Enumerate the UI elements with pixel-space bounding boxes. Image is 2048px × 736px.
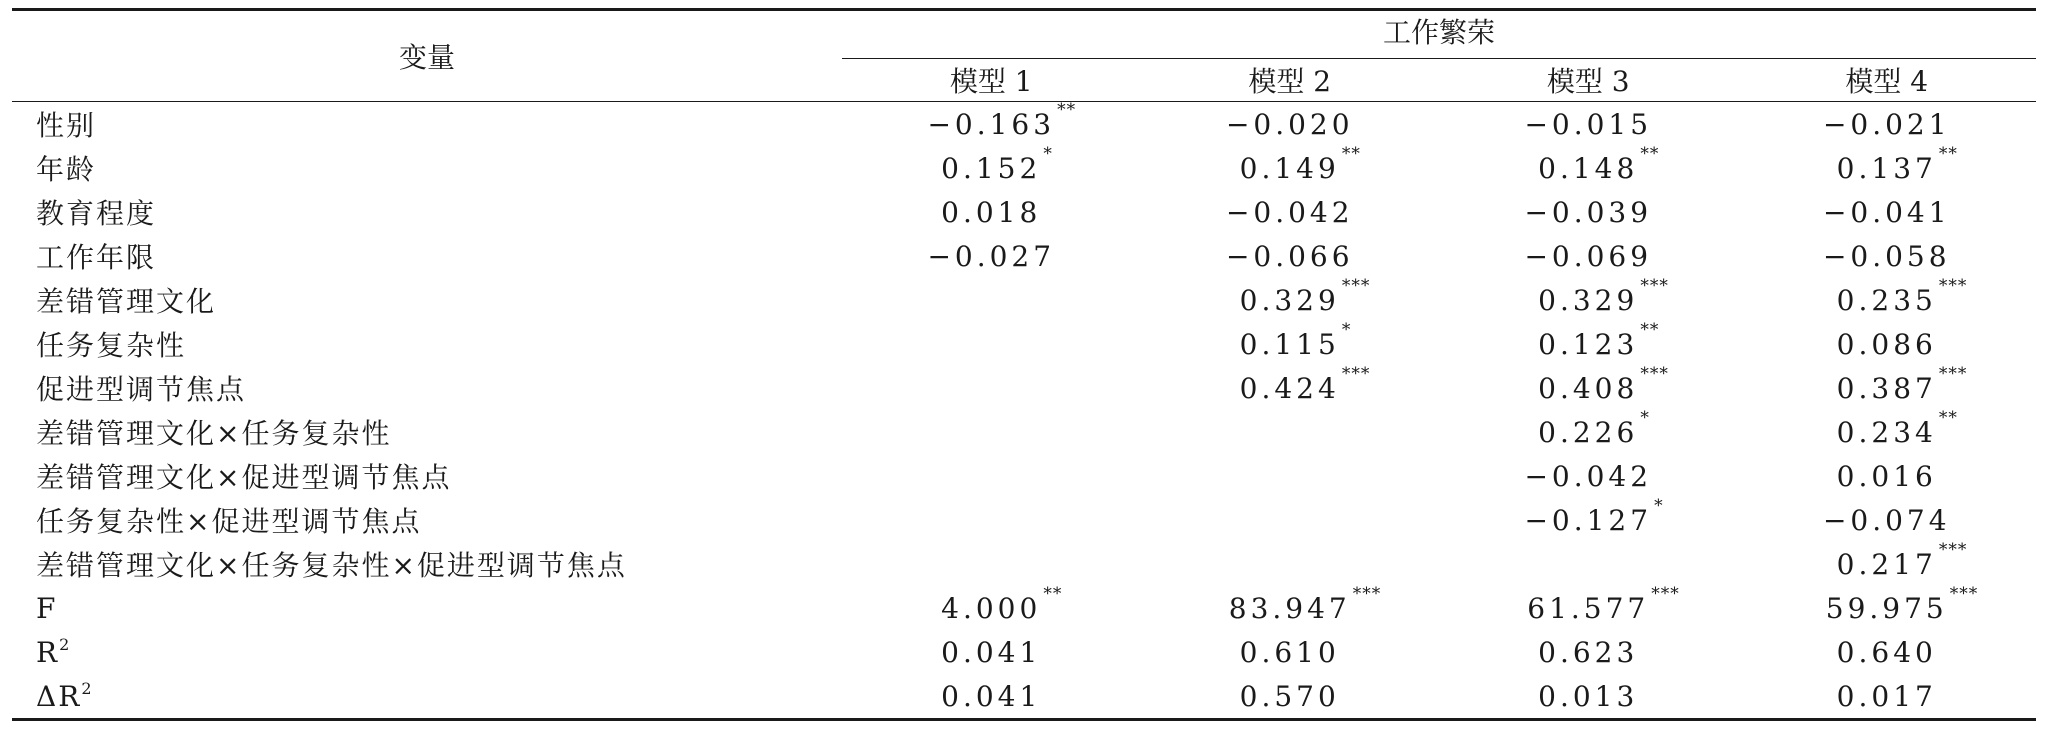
variable-name: [12, 630, 842, 674]
coefficient-cell: [1738, 539, 2037, 586]
variable-label: 任务复杂性: [36, 329, 187, 362]
coefficient-cell: [1141, 234, 1440, 278]
coefficient-value: 0.041: [941, 635, 1042, 669]
coefficient: [1836, 407, 1958, 449]
coefficient-value: 0.424: [1239, 371, 1340, 405]
header-model-1: 模型 1: [842, 59, 1141, 102]
coefficient-value: 0.329: [1538, 283, 1639, 317]
variable-name: [12, 498, 842, 542]
header-model-3: 模型 3: [1439, 59, 1738, 102]
significance-stars: ***: [1640, 363, 1669, 384]
significance-stars: **: [1938, 143, 1958, 164]
coefficient: [1836, 363, 1968, 405]
coefficient-value: 0.149: [1239, 151, 1340, 185]
significance-stars: *: [1341, 319, 1352, 340]
coefficient: [1823, 108, 1951, 141]
coefficient-cell: [1141, 102, 1440, 147]
coefficient-cell: [1439, 143, 1738, 190]
coefficient: [1823, 196, 1951, 229]
coefficient: [1836, 143, 1958, 185]
variable-label: 差错管理文化×任务复杂性×促进型调节焦点: [36, 549, 627, 582]
table-row: [12, 586, 2036, 630]
coefficient-cell: [842, 410, 1141, 454]
coefficient-cell: [1439, 234, 1738, 278]
table-row: [12, 322, 2036, 366]
coefficient: [927, 240, 1055, 273]
coefficient: [1837, 636, 1937, 669]
coefficient-cell: [1141, 319, 1440, 366]
coefficient-value: 0.234: [1836, 415, 1937, 449]
coefficient-value: −0.042: [1225, 195, 1354, 229]
significance-stars: ***: [1640, 275, 1669, 296]
coefficient-value: 0.408: [1538, 371, 1639, 405]
variable-label: ΔR: [36, 680, 82, 713]
coefficient: [941, 583, 1063, 625]
variable-name: [12, 542, 842, 586]
coefficient: [1239, 275, 1371, 317]
significance-stars: ***: [1341, 275, 1371, 296]
variable-name: [12, 586, 842, 630]
variable-name: [12, 278, 842, 322]
variable-name: [12, 102, 842, 147]
coefficient-cell: [842, 278, 1141, 322]
coefficient-value: 0.137: [1836, 151, 1937, 185]
significance-stars: **: [1640, 143, 1660, 164]
table-row: [12, 410, 2036, 454]
coefficient-cell: [1141, 190, 1440, 234]
coefficient-value: 59.975: [1825, 591, 1948, 625]
coefficient-value: −0.042: [1524, 459, 1653, 493]
coefficient: [1226, 108, 1354, 141]
coefficient-cell: [842, 322, 1141, 366]
variable-label: 差错管理文化: [36, 285, 217, 318]
header-variable: 变量: [12, 10, 842, 102]
coefficient-cell: [842, 234, 1141, 278]
coefficient: [941, 680, 1041, 713]
coefficient: [1527, 583, 1680, 625]
table-row: [12, 278, 2036, 322]
coefficient-cell: [842, 190, 1141, 234]
coefficient: [1239, 143, 1361, 185]
header-model-2: 模型 2: [1141, 59, 1440, 102]
significance-stars: ***: [1352, 583, 1382, 604]
significance-stars: **: [1640, 319, 1660, 340]
table-row: [12, 102, 2036, 147]
table-row: [12, 146, 2036, 190]
coefficient-cell: [1738, 190, 2037, 234]
significance-stars: **: [1938, 407, 1958, 428]
coefficient: [1836, 539, 1968, 581]
variable-name: [12, 190, 842, 234]
table-row: [12, 674, 2036, 720]
coefficient: [1228, 583, 1382, 625]
variable-label: 任务复杂性×促进型调节焦点: [36, 505, 422, 538]
coefficient-value: 0.041: [941, 679, 1042, 713]
table-header: [12, 10, 2036, 102]
variable-name: [12, 146, 842, 190]
coefficient-cell: [1141, 363, 1440, 410]
coefficient-value: −0.074: [1822, 503, 1951, 537]
significance-stars: ***: [1938, 363, 1968, 384]
coefficient: [1538, 363, 1669, 405]
coefficient: [1538, 407, 1650, 449]
coefficient: [1538, 680, 1638, 713]
coefficient: [1524, 108, 1652, 141]
coefficient: [1524, 196, 1652, 229]
coefficient-value: 0.226: [1538, 415, 1639, 449]
coefficient-value: 0.570: [1239, 679, 1340, 713]
coefficient-cell: [1439, 583, 1738, 630]
significance-stars: **: [1043, 583, 1063, 604]
coefficient-value: 0.017: [1836, 679, 1937, 713]
coefficient-value: −0.058: [1822, 239, 1951, 273]
significance-stars: ***: [1651, 583, 1680, 604]
variable-name: [12, 322, 842, 366]
significance-stars: ***: [1938, 275, 1968, 296]
coefficient-value: −0.020: [1225, 107, 1354, 141]
coefficient-cell: [842, 674, 1141, 720]
variable-name: [12, 410, 842, 454]
coefficient: [941, 636, 1041, 669]
significance-stars: ***: [1949, 583, 1979, 604]
coefficient: [1239, 319, 1352, 361]
exponent: 2: [81, 679, 94, 698]
variable-name: [12, 366, 842, 410]
table-row: [12, 630, 2036, 674]
coefficient: [1524, 240, 1652, 273]
coefficient-value: 0.235: [1836, 283, 1937, 317]
significance-stars: **: [1057, 99, 1077, 120]
coefficient-cell: [842, 366, 1141, 410]
coefficient-cell: [842, 498, 1141, 542]
coefficient: [1538, 143, 1660, 185]
coefficient-cell: [1439, 275, 1738, 322]
coefficient-value: 0.086: [1836, 327, 1937, 361]
coefficient-value: 0.148: [1538, 151, 1639, 185]
coefficient: [1538, 319, 1660, 361]
table-row: [12, 190, 2036, 234]
coefficient-value: −0.015: [1524, 107, 1653, 141]
variable-label: 促进型调节焦点: [36, 373, 247, 406]
coefficient-cell: [842, 454, 1141, 498]
coefficient-cell: [842, 542, 1141, 586]
variable-name: [12, 454, 842, 498]
coefficient-value: −0.021: [1822, 107, 1951, 141]
coefficient-cell: [1141, 143, 1440, 190]
coefficient-cell: [1439, 102, 1738, 147]
coefficient-cell: [1439, 674, 1738, 720]
variable-label: 教育程度: [36, 197, 157, 230]
table-body: [12, 99, 2036, 720]
coefficient-value: 83.947: [1228, 591, 1351, 625]
coefficient: [1538, 275, 1669, 317]
coefficient: [941, 143, 1053, 185]
coefficient-cell: [1738, 102, 2037, 147]
coefficient-cell: [1141, 630, 1440, 674]
significance-stars: **: [1341, 143, 1361, 164]
coefficient-cell: [1738, 363, 2037, 410]
coefficient-value: −0.039: [1524, 195, 1653, 229]
coefficient-value: 0.152: [941, 151, 1042, 185]
coefficient-cell: [1439, 630, 1738, 674]
coefficient-cell: [1439, 319, 1738, 366]
coefficient-cell: [1439, 454, 1738, 498]
coefficient-value: −0.066: [1225, 239, 1354, 273]
coefficient: [1240, 636, 1340, 669]
coefficient: [1524, 495, 1664, 537]
coefficient: [1226, 240, 1354, 273]
variable-label: F: [36, 591, 58, 625]
coefficient-cell: [1141, 583, 1440, 630]
header-model-4: 模型 4: [1738, 59, 2037, 102]
coefficient-value: 0.610: [1239, 635, 1340, 669]
coefficient-cell: [1738, 322, 2037, 366]
coefficient-value: 0.217: [1836, 547, 1937, 581]
variable-label: 差错管理文化×任务复杂性: [36, 417, 392, 450]
coefficient: [1538, 636, 1638, 669]
coefficient-value: −0.127: [1524, 503, 1653, 537]
coefficient-value: 0.018: [941, 195, 1042, 229]
coefficient-cell: [1738, 275, 2037, 322]
coefficient-value: 0.115: [1239, 327, 1340, 361]
coefficient: [941, 196, 1041, 229]
variable-label: 工作年限: [36, 241, 157, 274]
coefficient-cell: [1738, 454, 2037, 498]
significance-stars: *: [1043, 143, 1053, 164]
coefficient-cell: [1738, 498, 2037, 542]
coefficient-value: 0.123: [1538, 327, 1639, 361]
coefficient-cell: [842, 143, 1141, 190]
table-row: [12, 234, 2036, 278]
coefficient-cell: [1141, 275, 1440, 322]
coefficient-cell: [1141, 454, 1440, 498]
coefficient-value: 4.000: [941, 591, 1042, 625]
exponent: 2: [59, 635, 72, 654]
variable-label: 年龄: [36, 153, 97, 186]
coefficient-cell: [1141, 542, 1440, 586]
significance-stars: ***: [1938, 539, 1968, 560]
coefficient-value: 0.623: [1538, 635, 1639, 669]
coefficient-cell: [1738, 583, 2037, 630]
coefficient-cell: [1738, 143, 2037, 190]
coefficient-value: −0.069: [1524, 239, 1653, 273]
variable-label: R: [36, 636, 60, 669]
coefficient: [1239, 363, 1371, 405]
coefficient-cell: [1439, 495, 1738, 542]
coefficient: [1837, 328, 1937, 361]
coefficient-value: 0.329: [1239, 283, 1340, 317]
regression-results-table: [12, 8, 2036, 721]
variable-name: [12, 234, 842, 278]
table-row: [12, 366, 2036, 410]
coefficient-cell: [1738, 630, 2037, 674]
coefficient-cell: [1439, 542, 1738, 586]
coefficient: [1524, 460, 1652, 493]
coefficient-cell: [1439, 190, 1738, 234]
coefficient-value: 0.013: [1538, 679, 1639, 713]
coefficient: [1823, 504, 1951, 537]
coefficient-value: 0.387: [1836, 371, 1937, 405]
table-row: [12, 542, 2036, 586]
significance-stars: *: [1640, 407, 1650, 428]
coefficient-value: −0.027: [927, 239, 1056, 273]
coefficient: [1226, 196, 1354, 229]
significance-stars: *: [1654, 495, 1664, 516]
coefficient-value: −0.163: [927, 107, 1056, 141]
header-group: [842, 10, 2036, 60]
table-row: [12, 454, 2036, 498]
coefficient-cell: [1439, 407, 1738, 454]
variable-name: [12, 674, 842, 720]
coefficient: [1823, 240, 1951, 273]
variable-label: 性别: [36, 109, 97, 142]
table-row: [12, 498, 2036, 542]
variable-label: 差错管理文化×促进型调节焦点: [36, 461, 452, 494]
significance-stars: ***: [1341, 363, 1371, 384]
coefficient: [1825, 583, 1979, 625]
coefficient-cell: [1439, 363, 1738, 410]
coefficient: [1837, 680, 1937, 713]
coefficient: [1240, 680, 1340, 713]
coefficient-value: −0.041: [1822, 195, 1951, 229]
coefficient-cell: [1141, 674, 1440, 720]
coefficient-cell: [1738, 674, 2037, 720]
coefficient-cell: [842, 99, 1141, 147]
header-group-label: 工作繁荣: [842, 11, 2036, 59]
coefficient-value: 61.577: [1527, 591, 1650, 625]
coefficient-cell: [842, 630, 1141, 674]
coefficient: [1837, 460, 1937, 493]
coefficient-value: 0.016: [1836, 459, 1937, 493]
coefficient-cell: [1141, 410, 1440, 454]
coefficient-cell: [1738, 234, 2037, 278]
coefficient: [1836, 275, 1968, 317]
coefficient-cell: [1738, 407, 2037, 454]
coefficient: [927, 99, 1077, 141]
coefficient-cell: [842, 583, 1141, 630]
coefficient-cell: [1141, 498, 1440, 542]
coefficient-value: 0.640: [1836, 635, 1937, 669]
regression-table-container: [12, 8, 2036, 721]
